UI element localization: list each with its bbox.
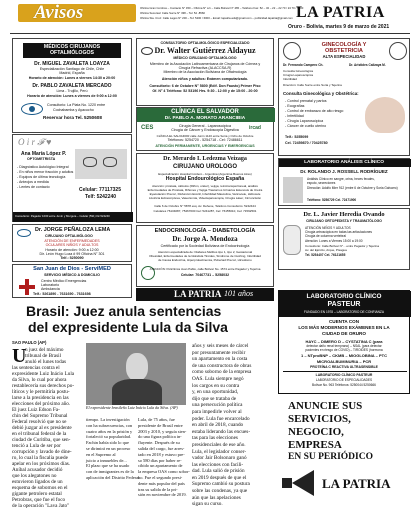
eye-icon xyxy=(17,229,31,237)
article-column-3 xyxy=(192,343,274,511)
ad-rates-line1: Oficina Gran Combos – Contacto N° 450 – Oficina N° s/n – Calle Bolívar N° 465 – Teléfono Fax: 52 – 32 – 22 – 22 70 / 24 70 / 5300 xyxy=(140,6,304,10)
article-text-line: do una figura política in- xyxy=(138,434,182,440)
anuncie-line: SERVICIOS, xyxy=(288,413,351,425)
address: Consultorio: 6 de Octubre N° 5800 (Edif. Don Fausto) Primer Piso xyxy=(149,84,261,88)
article-text-line: dente más popular del país xyxy=(138,480,185,486)
phone: Telf.: 5255099 xyxy=(285,135,309,139)
article-text-line: años y seis meses de cárcel xyxy=(192,343,249,349)
article-text-line: vador Jair Bolsonaro ganó xyxy=(192,455,247,462)
service-item: - Lentes de contacto xyxy=(17,185,50,189)
address: Consultorio: Calle Bolívar N°... entre Pagador y Tejerina xyxy=(305,244,380,248)
phone: Reservar hora Tel. 5250608 xyxy=(43,115,102,120)
optometrist-name: Ana María López P. xyxy=(21,151,67,157)
ircad-logo: ircad xyxy=(249,125,261,131)
article-text-line: sión en noviembre de 2019. xyxy=(138,492,187,498)
doctor-name: Dr. PABLO A. MORATO ARANCIBIA xyxy=(164,116,246,121)
article-text-line: restablecería sus derechos po- xyxy=(12,383,75,389)
list-item: - Control prenatal y partos xyxy=(285,99,327,103)
baby-photo xyxy=(365,97,405,133)
optica-logo: O i r 𝓕 ♥ xyxy=(18,137,52,147)
line: Atención: próstata, cálculos (Riñón, uréter), vejiga, retrotransperitoneal, análisis xyxy=(152,184,258,188)
article-text-line: en el tribunal federal de la xyxy=(12,431,67,437)
line: ATENCIÓN DE ENFERMEDADES xyxy=(44,239,100,243)
article-text-line: tas para las elecciones xyxy=(192,435,238,442)
article-text-line: con ha subsecuencias, con xyxy=(86,422,133,428)
photo-caption: El expresidente brasileño Luiz Inácio Lula da Silva. (AP) xyxy=(86,405,178,410)
microscope-photo xyxy=(283,177,303,203)
address: Calle 6 de Octubre N° 5878 esq. Av. Dehene, Teléfono Consultorio: 5242424 xyxy=(154,204,256,208)
article-text-line: en el Supremo al xyxy=(86,451,116,457)
article-column-2a xyxy=(86,417,141,511)
ad-anuncie xyxy=(278,396,410,508)
line: detectar daño renal temprano) – NSAL (para detectar xyxy=(306,344,382,348)
address: Dir. León Hugo Loza # 99 Oficina N° 301 xyxy=(39,252,105,256)
doctor-name: Dr. Merardo I. Ledezma Veizaga xyxy=(163,156,247,162)
article-column-1 xyxy=(12,347,82,511)
article-text-line: estaba liderando las encues- xyxy=(192,428,251,435)
footer: LABORATORIO CLÍNICO PASTEUR xyxy=(315,373,373,377)
article-text-line: fortaleció su popularidad. xyxy=(86,434,131,440)
article-text-line: tiempo. La investigación xyxy=(86,417,130,422)
celular: Celular: 77117325 xyxy=(79,187,121,193)
line: Miembro de la Asociación Latinoamericana de Cirujanos de Córnea y xyxy=(149,62,261,66)
service-item: - En niños menor fracción y adultos xyxy=(17,170,74,174)
article-text-line: que los alegatones no xyxy=(12,473,57,479)
cel: Cel. 72459870 / 70425780 xyxy=(285,141,328,145)
article-text-line: so 580 días por haber re- xyxy=(138,457,182,463)
name: Dr. ROLANDO J. ROSSELL RODRÍGUEZ xyxy=(300,169,388,174)
article-text-line: presidenciales de ese año. xyxy=(192,441,246,448)
article-text-line: la empresa OAS como sobor- xyxy=(138,469,190,475)
line: Atención: Lunes a Viernes 15:00 a 19:00 xyxy=(305,239,363,243)
line: esputo, secreciones xyxy=(307,181,336,185)
article-text-line: de la operación "Lava Jato" xyxy=(12,503,70,509)
photo-person-body xyxy=(112,379,162,405)
address: Consultorio: La Plata No. 1220 entre xyxy=(47,103,106,107)
article-text-line: anuló el lunes todas xyxy=(25,359,67,365)
list-item: - Cáncer de cuello uterino xyxy=(285,124,327,128)
article-text-line: líticos y le permitiría postu- xyxy=(12,389,70,395)
line: Cirugía artroscópica en todas las articulaciones xyxy=(305,230,372,234)
phones: Celulares 76134087, 75467000 Cel: 5241287, Cel: 76155010, Cel: 71592501 xyxy=(153,209,257,213)
article-text-line: presidente de Brasil entre xyxy=(138,422,183,428)
article-text-line: tado en 2018 y estuvo pre- xyxy=(138,451,185,457)
article-text-line: para impedirle volver al xyxy=(192,408,242,415)
dropcap: U xyxy=(12,345,27,367)
article-text-line: corrupción y lavado de dine- xyxy=(12,449,72,455)
line: Cirugía Refractiva (ALACCSA-R) xyxy=(178,66,232,70)
doctor-name: Dr. Aristides Calizaya M. xyxy=(349,63,386,67)
article-text-line: Federal resolvió que no se xyxy=(12,419,67,425)
banner-years: 101 años xyxy=(224,289,254,298)
ad-penaloza xyxy=(12,224,132,262)
article-text-line: elecciones del próximo año. xyxy=(12,401,71,407)
article-photo xyxy=(86,343,186,405)
article-text-line: ro, lo cual la fiscalía puede xyxy=(12,455,68,461)
footer: LABORATORIO DE ESPECIALIDADES xyxy=(315,378,373,382)
ad-heredia xyxy=(278,208,410,270)
title: ALTA ESPECIALIDAD xyxy=(322,54,366,59)
line: Cirugía de columna vertebral xyxy=(305,234,346,238)
eye-pupil xyxy=(29,106,35,112)
ad-rates-line2: Oficina Sucursal: Calle Sucre N° 338 – Tel: 52 -8560 xyxy=(140,11,205,15)
col3-text xyxy=(192,343,274,508)
article-text-line: El juez Luiz Edson Fa- xyxy=(12,407,60,413)
doctor-city: Lima - Trujillo, Perú xyxy=(56,89,88,93)
service-item: Centro Médico Emergencias xyxy=(41,279,87,283)
name: PASTEUR xyxy=(327,301,361,308)
article-text-line: con de inmigrantes es de la xyxy=(86,469,134,475)
doctor-name: Dr. Fernando Campero Ch. xyxy=(283,63,324,67)
service-item: - Diagnóstico Autológico Integral xyxy=(17,165,69,169)
glasses-icon-right xyxy=(103,157,117,167)
article-text-line: tras su salida de la pri- xyxy=(138,486,178,492)
article-text-line: debió juzgar al ex presidente xyxy=(12,425,72,431)
article-text-line: Aníbal acusador decidió xyxy=(12,467,63,473)
service-item: Laboratorio xyxy=(41,283,60,287)
ad-ginecologia xyxy=(278,38,410,156)
page-header xyxy=(0,0,420,38)
article-text-line: expresidente Luiz Inácio Lula xyxy=(12,371,75,377)
service: Cirugía Laparoscópica xyxy=(283,73,314,77)
address: ATENCIÓN: Policlínica Juan Pablo, calle Bolívar No. 1574 entre Pagador y Tejerina xyxy=(149,267,261,271)
article-text-line: no. Fue el segundo presi- xyxy=(138,474,183,480)
title: OBSTETRICIA xyxy=(325,48,363,54)
article-text-line: cuatro años en la prisión y xyxy=(86,428,133,434)
col2b-text xyxy=(138,417,190,498)
article-text-line: por presuntamente recibir xyxy=(192,349,246,356)
article-text-line: dad. Lula salió de prisión xyxy=(192,468,245,475)
doctor-spec: CIRUJANO OFTALMÓLOGO xyxy=(45,234,93,238)
clinic-title: CLÍNICA EL SALVADOR xyxy=(171,109,239,115)
ces-logo: CES xyxy=(141,125,154,131)
article-text-line: chin del Supremo Tribunal xyxy=(12,413,68,419)
address: Cochabamba y Ayacucho xyxy=(53,108,94,112)
phone: Celular: 70467731 – 5258032 xyxy=(180,273,230,277)
article-text-line: salida del cargo, fue arres- xyxy=(138,445,185,451)
article-text-line: apelar en los próximos días. xyxy=(12,461,71,467)
doctor-city: Madrid, España xyxy=(59,71,85,75)
article-text-line: como soborno de la empresa xyxy=(192,369,252,376)
line: Certificado por la Sociedad Boliviana de Endocrinología xyxy=(160,244,250,248)
line: Litotricia Extracorpórea, Vasectomía, Videolaparoscopía, Cirugía Láser, Circuncisión xyxy=(148,196,262,200)
header-rule xyxy=(10,33,410,34)
article-text-line: Fachin había sido lo que xyxy=(86,440,129,446)
anuncie-line: EN SU PERIÓDICO xyxy=(288,452,373,462)
glasses-icon xyxy=(83,157,97,167)
subtitle: Consulta Ginecológica y Obstétrica: xyxy=(283,91,359,96)
list-item: - Ecografías xyxy=(285,104,305,108)
col2-text xyxy=(86,417,141,481)
title: GINECOLOGÍA Y xyxy=(321,42,367,48)
list-item: - Control de embarazo de alto riesgo xyxy=(285,109,344,113)
megaphone-icon xyxy=(282,470,316,496)
article-text-line: juicio a inmuebles de... xyxy=(86,457,127,463)
phone: Telf.: 5250090 xyxy=(60,256,84,260)
article-text-line: dijo que se trataba de xyxy=(192,395,237,402)
service-item: - Anteojos a medida xyxy=(17,180,49,184)
phones: Teléfonos: 5254720 - 5254718 - Cel: 72486611 xyxy=(167,138,243,142)
hours: Of. N° 4 Teléfono: 52 53196 Hrs. 9:30 - 12:00 y de 15:00 - 20:00 xyxy=(152,89,258,93)
doctor-name: Dr. JORGE PEÑALOZA LEMA xyxy=(35,227,111,233)
phone: Telf.: 5261890 - 7631690 - 7631698 xyxy=(33,292,91,296)
ad-mendoza xyxy=(136,225,274,287)
since: FUNDADO EN 1978 – LABORATORIO DE CONFIANZA xyxy=(304,310,384,314)
article-text-line: aún que las apelaciones xyxy=(192,494,241,501)
article-text-line: da Silva, lo cual por ahora xyxy=(12,377,67,383)
head: CONSULTORIO OFTALMOLÓGICO ESPECIALIZADO xyxy=(160,41,250,45)
line: CUENTA CON xyxy=(328,319,360,324)
spec: Cirugía General - Laparoscópica xyxy=(179,124,231,128)
line: CLÍNICA EL SALVADOR calle Junín 1140 entre Soria y Ocho de Octubre xyxy=(156,134,254,138)
article-text-line: OAS. Lula siempre negó xyxy=(192,375,244,382)
doctor-name: Dr. PABLO ZAVALETA MERCADO xyxy=(32,83,112,89)
article-text-line: sobre las condenas, ya que xyxy=(192,488,248,495)
article-text-line: los cargos en su contra xyxy=(192,382,240,389)
ad-laboratorio xyxy=(278,158,410,206)
optometrist-role: OPTOMETRISTA xyxy=(27,157,56,161)
ad-pasteur xyxy=(278,290,410,394)
address: Bolívar No. 963 Teléfonos: 5250044 5250666 xyxy=(312,383,376,387)
line: pacientes en riesgo de COVID) – TIROIDES (hormona xyxy=(305,348,383,352)
line: ATENCIÓN NIÑOS Y ADULTOS xyxy=(305,226,351,230)
line: Obesidad, Enfermedades de la Glándula Tiroides, Síndrome de Cushing, Infertilidad xyxy=(149,254,261,258)
doctor-spec: MÉDICO CIRUJANO OFTALMÓLOGO xyxy=(173,56,237,60)
article-text-line: El plazo que se ha usado xyxy=(86,463,130,469)
hours: Horario de atención: 9:00 a 12:00 xyxy=(45,248,99,252)
anuncie-brand: LA PATRIA xyxy=(322,476,391,491)
title: San Juan de Dios - ServiMED xyxy=(33,266,111,272)
ad-rates-line3: Oficina Sta. Cruz: Calle Lagos N° 200 – Tel: 5200 / 6000 – Email: lapatria.ads@gmail.com – publicidad.lapatria@gmail.com xyxy=(140,16,293,20)
article-text-line: sigan su curso. xyxy=(192,501,223,508)
address: Dirección: Calle Sucre entre Soria y Tejerina xyxy=(283,83,342,87)
article-text-line: en 2019 después de que el xyxy=(192,474,247,481)
line: Análisis Clínico en sangre, orina, heces fecales, xyxy=(307,177,375,181)
anuncie-line: NEGOCIO, xyxy=(288,426,344,438)
article-text-line: tenció a Lula de ser por xyxy=(12,443,61,449)
banner-brand: LA PATRIA xyxy=(174,289,222,299)
doctor-name: Dr. L. Javier Heredia Ovando xyxy=(303,211,385,218)
la-patria-banner xyxy=(136,288,274,301)
ad-salvador xyxy=(136,107,274,151)
bone-icon xyxy=(283,225,301,255)
telf: Telf: 5242240 xyxy=(85,194,117,200)
doctor-spec: Especialización Santiago de Chile, Chile xyxy=(39,67,105,71)
ad-title-line1: MÉDICOS CIRUJANOS xyxy=(43,44,101,50)
article-text-line: las elecciones con facili- xyxy=(192,461,244,468)
line: 1 – NTproBNP – CKMB – MIOGLOBINA – PTC xyxy=(300,353,387,358)
article xyxy=(12,303,274,511)
list-item: - Cirugía Laparoscópica xyxy=(285,119,324,123)
article-text-line: se dirimirá en un proceso xyxy=(86,445,131,451)
line: Atención especializada de: Diabetes Mellitus tipo 1, tipo 2, Gestacional xyxy=(157,250,253,254)
line: HAYC – DIMERO D – CYSTATINA C (para xyxy=(305,339,383,344)
service-item: Ambulancia xyxy=(41,287,60,291)
hours: Horario de atención: Lunes a viernes de 9:00 a 12:00 xyxy=(27,94,117,98)
article-text-line: gigante petrolero estatal xyxy=(12,491,62,497)
line: Eyaculación Precoz, Disfunción Eréctil, Infertilidad Masculina, Varicocele, Hidrocele xyxy=(149,192,261,196)
spec: Cirugía de Cáncer y Endoscopia Digestiva xyxy=(171,128,239,132)
line: Enfermedades de Próstata, Riñones y Vejiga Trastornos Urinarios Estenosis de Uretra xyxy=(147,188,263,192)
article-column-2b xyxy=(138,417,190,511)
title: LABORATORIO ANÁLISIS CLÍNICO xyxy=(304,160,384,165)
title: LABORATORIO CLÍNICO xyxy=(306,293,382,300)
ad-aldayuz xyxy=(136,38,274,106)
ad-title-line2: OFTALMÓLOGOS xyxy=(50,50,94,56)
article-text-line: estuvieron ligados de un xyxy=(12,479,63,485)
ad-medicos-oftalmologos xyxy=(12,38,132,133)
phone: Teléfono: 5256729 Cel. 72471900 xyxy=(307,198,357,202)
service-item: - Equipos de última tecnología xyxy=(17,175,66,179)
caption-wrap xyxy=(86,406,186,411)
article-text-line: 2003 y 2010, y seguía sien- xyxy=(138,428,187,434)
optica-address: Consultorio: Pagador 1030 entre Junín y Murguía – Celular (591) 02-524240 xyxy=(15,214,110,218)
article-text-line: de una constructora de obras xyxy=(192,362,252,369)
anuncie-line: ANUNCIE SUS xyxy=(288,400,363,412)
anuncie-line: EMPRESA xyxy=(288,439,342,451)
article-text-line: esquema de sobornos en el xyxy=(12,485,68,491)
line: Especialización Hospital Cordero - Argentina (Argentina Buenos Aires) xyxy=(158,172,252,176)
list-item: - Infertilidad xyxy=(285,114,304,118)
article-text-line: tribunal de Brasil xyxy=(25,353,62,359)
line: MICROALBUMINURIA – PCR xyxy=(316,359,372,364)
line: Atención niños y adultos: Exámen computarizado. xyxy=(161,77,249,81)
article-text-line: poder. Lula fue encarcelado xyxy=(192,415,250,422)
phone: Tel. 5254407 Cel. 76121655 xyxy=(305,253,346,257)
address-wrap xyxy=(307,187,407,197)
doctor-spec: CIRUJANO ORTOPEDISTA Y TRAUMATÓLOGO xyxy=(306,219,382,223)
article-text-line: cibido un apartamento de xyxy=(138,463,183,469)
title: ENDOCRINOLOGÍA – DIABETOLOGÍA xyxy=(154,228,256,234)
hours: Horario de atención: Lunes a viernes 14:30 a 20:00 xyxy=(28,76,116,80)
article-text-line: Lula, de 75 años, fue xyxy=(138,417,175,422)
line: de Causa Endocrina, Hiperprolactinemia, Pubertad Precoz, Hirsutismo xyxy=(158,258,252,262)
article-text-line: Petrobras, que fue el foco xyxy=(12,497,66,503)
dateline: SAO PAULO (AP) xyxy=(12,340,47,345)
article-text-line: en abril de 2018, cuando xyxy=(192,422,244,429)
ad-san-juan xyxy=(12,264,132,298)
ad-ledezma xyxy=(136,153,274,223)
service: Infertilidad xyxy=(283,77,297,81)
ad-optica xyxy=(12,134,132,222)
address: Dirección: Adolfo Mier 912 (entre 6 de Octubre y Soria Galvarro) xyxy=(307,186,398,190)
article-text-line: larse a la presidencia en las xyxy=(12,395,69,401)
article-text-line: aplicación del Distrito Federal. xyxy=(86,474,141,480)
col1-text xyxy=(12,347,82,509)
article-text-line: las sentencias contra el xyxy=(12,365,60,371)
article-text-line: un apartamento en la costa xyxy=(192,356,248,363)
line: PROTEÍNA C REACTIVA ULTRASENSIBLE xyxy=(310,365,378,369)
doctor-name: Dr. Walter Gutiérrez Aldayuz xyxy=(154,46,256,55)
paper-name: LA PATRIA xyxy=(296,4,385,21)
line: OCULARES NIÑOS Y ADULTOS xyxy=(45,243,99,247)
article-text-line: n juez del máximo xyxy=(25,347,64,353)
article-text-line: una persecución política xyxy=(192,402,243,409)
photo-person-head xyxy=(126,353,148,381)
article-text-line: y, en una oportunidad, xyxy=(192,389,239,396)
footer: ATENCIÓN PERMANENTE, URGENCIAS Y EMERGENCIAS xyxy=(155,144,255,148)
line: Miembro de la Asociación Boliviana de Oftalmología xyxy=(163,70,247,74)
article-text-line: Supremo cambió su postura xyxy=(192,481,250,488)
eye-icon xyxy=(141,47,153,55)
line: Av. del Ejército, Arque, Pisagua xyxy=(305,248,347,252)
line: CIUDAD DE ORURO xyxy=(322,331,366,336)
doctor-spec: CIRUJANO UROLOGO xyxy=(172,164,237,170)
clinic: Hospital Endourológico España xyxy=(165,176,245,182)
headline-line2: del expresidente Lula da Silva xyxy=(28,319,228,335)
city-date: Oruro - Bolivia, martes 9 de marzo de 2021 xyxy=(288,24,390,30)
line: LOS MÁS MODERNOS EXÁMENES EN LA xyxy=(298,325,390,330)
article-text-line: fluyente. Después de su xyxy=(138,440,180,446)
article-text-line: ciudad de Curitiba, que sen- xyxy=(12,437,71,443)
headline-line1: Brasil: Juez anula sentencias xyxy=(26,303,222,319)
subtitle: SERVICIO MÉDICO A DOMICILIO xyxy=(44,273,100,277)
article-text-line: Lula, el legislador conser- xyxy=(192,448,247,455)
service: Consulta Ginecológica xyxy=(283,69,314,73)
section-title: Avisos xyxy=(34,2,84,23)
doctor-name: Dr. Jorge A. Mendoza xyxy=(172,235,238,243)
doctor-name: Dr. MIGUEL ZAVALETA LOAYZA xyxy=(34,61,110,67)
